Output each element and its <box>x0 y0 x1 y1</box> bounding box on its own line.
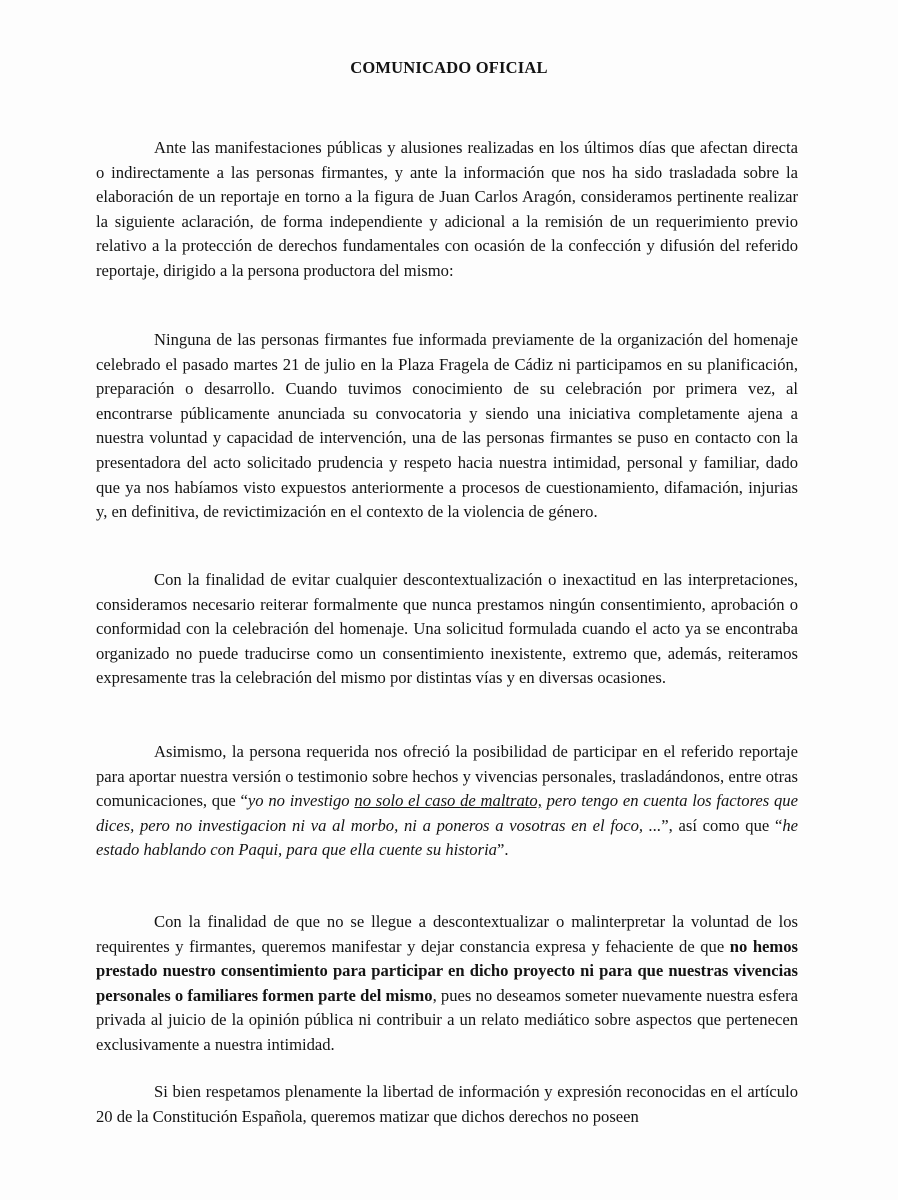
paragraph-1: Ante las manifestaciones públicas y alusiones realizadas en los últimos días que afectan directa o indirectamente a las personas firmantes, y ante la información que nos ha sido trasladada sobre la elaboración de un reportaje en torno a la figura de Juan Carlos Aragón, consideramos pertinente realizar la siguiente aclaración, de forma independiente y adicional a la remisión de un requerimiento previo relativo a la protección de derechos fundamentales con ocasión de la confección y difusión del referido reportaje, dirigido a la persona productora del mismo: <box>96 138 798 280</box>
bold-statement: no hemos prestado nuestro consentimiento para participar en dicho proyecto ni para que nuestras vivencias personales o familiares formen parte del mismo <box>96 936 798 1005</box>
paragraph-5-end: , pues no deseamos someter nuevamente nuestra esfera privada al juicio de la opinión pública ni contribuir a un relato mediático sobre aspectos que pertenecen exclusivamente a nuestra intimidad. <box>96 985 798 1054</box>
quote-italic-continued: pero tengo en cuenta los factores que dices, pero no investigacion ni va al morbo, ni a poneros a vosotras en el foco, ... <box>96 791 798 835</box>
paragraph-2: Ninguna de las personas firmantes fue informada previamente de la organización del homenaje celebrado el pasado martes 21 de julio en la Plaza Fragela de Cádiz ni participamos en su planificación, preparación o desarrollo. Cuando tuvimos conocimiento de su celebración por primera vez, al encontrarse públicamente anunciada su convocatoria y siendo una iniciativa completamente ajena a nuestra voluntad y capacidad de intervención, una de las personas firmantes se puso en contacto con la presentadora del acto solicitado prudencia y respeto hacia nuestra intimidad, personal y familiar, dado que ya nos habíamos visto expuestos anteriormente a procesos de cuestionamiento, difamación, injurias y, en definitiva, de revictimización en el contexto de la violencia de género. <box>96 330 798 522</box>
paragraph-4-connector: ”, así como que “ <box>661 815 783 835</box>
paragraph-5-text: Con la finalidad de que no se llegue a descontextualizar o malinterpretar la voluntad de los requirentes y firmantes, queremos manifestar y dejar constancia expresa y fehaciente de que <box>96 912 798 956</box>
paragraph-4-end: ”. <box>496 840 509 860</box>
quote-underlined: no solo el caso de maltrato, <box>354 791 542 811</box>
paragraph-4 <box>96 740 798 863</box>
paragraph-5 <box>96 910 798 1058</box>
paragraph-6: Si bien respetamos plenamente la libertad de información y expresión reconocidas en el artículo 20 de la Constitución Española, queremos matizar que dichos derechos no poseen <box>96 1082 798 1126</box>
paragraph-3: Con la finalidad de evitar cualquier descontextualización o inexactitud en las interpretaciones, consideramos necesario reiterar formalmente que nunca prestamos ningún consentimiento, aprobación o conformidad con la celebración del homenaje. Una solicitud formulada cuando el acto ya se encontraba organizado no puede traducirse como un consentimiento inexistente, extremo que, además, reiteramos expresamente tras la celebración del mismo por distintas vías y en diversas ocasiones. <box>96 570 798 688</box>
quote-paqui: he estado hablando con Paqui, para que ella cuente su historia <box>96 815 799 860</box>
paragraph-4-text: Asimismo, la persona requerida nos ofreció la posibilidad de participar en el referido reportaje para aportar nuestra versión o testimonio sobre hechos y vivencias personales, trasladándonos, entre otras comunicaciones, que “ <box>96 742 798 811</box>
quote-italic: yo no investigo <box>247 791 355 811</box>
document-title: COMUNICADO OFICIAL <box>350 58 548 77</box>
